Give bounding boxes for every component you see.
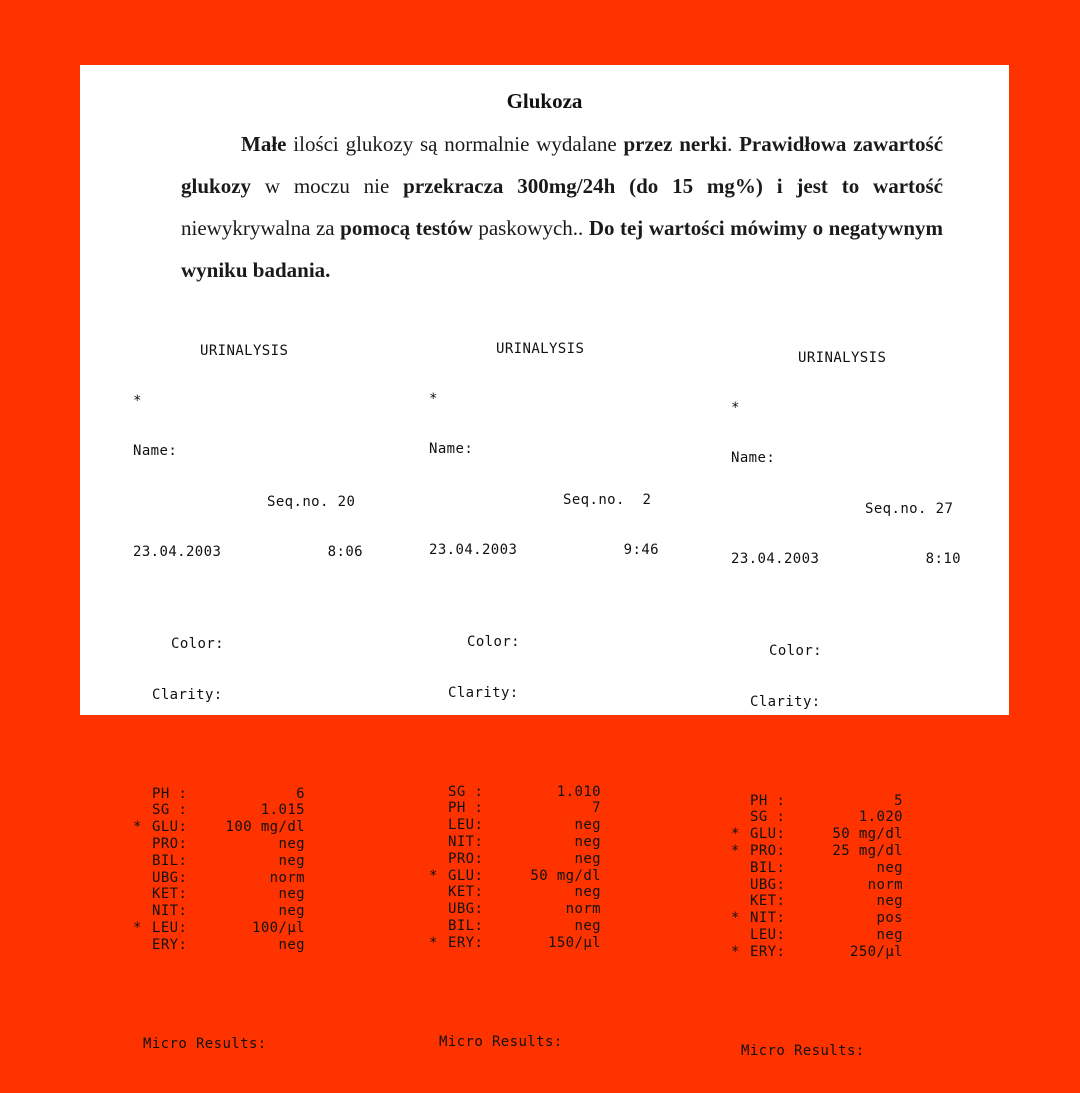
- abnormal-flag: [731, 793, 750, 810]
- result-value: neg: [574, 917, 601, 934]
- para-seg-10: niewykrywalna za: [181, 216, 341, 240]
- result-row: [133, 836, 305, 853]
- abnormal-flag: *: [133, 819, 142, 836]
- color-label: Color:: [171, 636, 224, 653]
- result-value: 250/µl: [850, 943, 903, 960]
- result-row: [133, 819, 305, 836]
- abnormal-flag: [133, 802, 152, 819]
- results-list: [731, 793, 961, 961]
- result-value: 7: [592, 800, 601, 817]
- result-value: 6: [296, 785, 305, 802]
- results-list: [429, 784, 659, 952]
- result-value: norm: [867, 876, 903, 893]
- abnormal-flag: *: [133, 919, 142, 936]
- spacer: [731, 744, 961, 759]
- abnormal-flag: *: [429, 934, 438, 951]
- result-label: NIT:: [152, 903, 188, 920]
- result-value: neg: [574, 817, 601, 834]
- micro-results-label: Micro Results:: [741, 1042, 865, 1059]
- result-label: NIT:: [750, 910, 786, 927]
- spacer: [731, 994, 961, 1009]
- report-star: *: [133, 392, 142, 409]
- abnormal-flag: [429, 884, 448, 901]
- result-value: 100 mg/dl: [225, 819, 305, 836]
- result-row: [133, 903, 305, 920]
- result-row: [429, 884, 601, 901]
- para-seg-4: normalnie wydalane: [437, 132, 624, 156]
- abnormal-flag: *: [731, 842, 740, 859]
- result-value: neg: [876, 926, 903, 943]
- abnormal-flag: [133, 870, 152, 887]
- report-title: URINALYSIS: [798, 349, 887, 366]
- result-value: 50 mg/dl: [832, 826, 903, 843]
- abnormal-flag: [429, 851, 448, 868]
- result-label: PRO:: [448, 850, 484, 867]
- abnormal-flag: *: [731, 910, 740, 927]
- abnormal-flag: [731, 893, 750, 910]
- result-label: ERY:: [448, 934, 484, 951]
- para-seg-8: w moczu nie: [251, 174, 404, 198]
- para-seg-7: Prawidłowa zawartość glukozy: [181, 132, 944, 198]
- abnormal-flag: [429, 800, 448, 817]
- result-label: PH :: [448, 800, 484, 817]
- result-value: neg: [876, 893, 903, 910]
- result-row: [429, 800, 601, 817]
- result-label: SG :: [750, 809, 786, 826]
- result-label: KET:: [750, 893, 786, 910]
- result-label: ERY:: [152, 936, 188, 953]
- name-label: Name:: [429, 441, 474, 458]
- result-label: PH :: [152, 785, 188, 802]
- result-label: UBG:: [152, 869, 188, 886]
- report-time: 8:10: [925, 551, 961, 568]
- result-label: PH :: [750, 792, 786, 809]
- name-label: Name:: [731, 450, 776, 467]
- spacer: [429, 985, 659, 1000]
- result-value: 25 mg/dl: [832, 842, 903, 859]
- result-row: [429, 918, 601, 935]
- result-label: PRO:: [152, 835, 188, 852]
- urinalysis-report-2: [429, 307, 659, 1084]
- result-row: [429, 834, 601, 851]
- result-row: [731, 809, 903, 826]
- para-seg-5: przez nerki: [623, 132, 728, 156]
- urinalysis-report-3: [731, 316, 961, 1093]
- result-label: BIL:: [750, 859, 786, 876]
- result-value: neg: [574, 850, 601, 867]
- result-label: GLU:: [152, 819, 188, 836]
- abnormal-flag: *: [731, 826, 740, 843]
- result-row: [429, 817, 601, 834]
- result-value: neg: [278, 852, 305, 869]
- abnormal-flag: [429, 834, 448, 851]
- result-label: BIL:: [152, 852, 188, 869]
- result-row: [133, 870, 305, 887]
- para-seg-6: .: [727, 132, 740, 156]
- result-label: GLU:: [448, 867, 484, 884]
- result-value: 50 mg/dl: [530, 867, 601, 884]
- abnormal-flag: [429, 784, 448, 801]
- result-label: UBG:: [448, 901, 484, 918]
- para-seg-13: Do tej wartości mówimy o negatywnym wyniku badania.: [181, 216, 943, 282]
- result-value: neg: [278, 936, 305, 953]
- result-row: [731, 893, 903, 910]
- result-label: LEU:: [750, 926, 786, 943]
- result-row: [429, 901, 601, 918]
- result-row: [133, 937, 305, 954]
- report-title: URINALYSIS: [496, 340, 585, 357]
- result-row: [731, 793, 903, 810]
- result-value: norm: [565, 901, 601, 918]
- result-row: [429, 784, 601, 801]
- result-label: LEU:: [152, 919, 188, 936]
- spacer: [731, 602, 961, 610]
- result-row: [429, 868, 601, 885]
- spacer: [429, 735, 659, 750]
- result-value: neg: [876, 859, 903, 876]
- micro-results-label: Micro Results:: [143, 1035, 267, 1052]
- result-label: GLU:: [750, 826, 786, 843]
- result-label: SG :: [448, 783, 484, 800]
- clarity-label: Clarity:: [750, 693, 821, 710]
- abnormal-flag: [731, 877, 750, 894]
- results-list: [133, 786, 363, 954]
- report-date: 23.04.2003: [133, 544, 222, 561]
- result-value: 150/µl: [548, 934, 601, 951]
- result-row: [731, 877, 903, 894]
- result-value: neg: [278, 903, 305, 920]
- report-date: 23.04.2003: [429, 542, 518, 559]
- result-row: [133, 886, 305, 903]
- para-seg-2: ilości: [286, 132, 346, 156]
- abnormal-flag: [429, 918, 448, 935]
- result-value: neg: [574, 833, 601, 850]
- result-value: 5: [894, 792, 903, 809]
- result-label: KET:: [152, 886, 188, 903]
- result-value: neg: [278, 835, 305, 852]
- result-row: [133, 802, 305, 819]
- date-time-row: [731, 551, 961, 568]
- spacer: [429, 593, 659, 601]
- result-label: LEU:: [448, 817, 484, 834]
- color-label: Color:: [769, 643, 822, 660]
- report-time: 9:46: [623, 542, 659, 559]
- abnormal-flag: [429, 901, 448, 918]
- para-seg-1: Małe: [241, 132, 287, 156]
- result-label: ERY:: [750, 943, 786, 960]
- date-time-row: [429, 542, 659, 559]
- result-label: UBG:: [750, 876, 786, 893]
- para-seg-3: glukozy są: [345, 132, 438, 156]
- result-row: [731, 944, 903, 961]
- result-value: neg: [278, 886, 305, 903]
- date-time-row: [133, 544, 363, 561]
- description-paragraph: [181, 123, 943, 291]
- result-row: [133, 786, 305, 803]
- result-value: pos: [876, 910, 903, 927]
- para-seg-11: pomocą testów: [340, 216, 473, 240]
- abnormal-flag: [133, 836, 152, 853]
- urinalysis-report-1: [133, 309, 363, 1086]
- result-row: [429, 851, 601, 868]
- name-label: Name:: [133, 443, 178, 460]
- abnormal-flag: [731, 927, 750, 944]
- result-row: [429, 935, 601, 952]
- clarity-label: Clarity:: [152, 686, 223, 703]
- abnormal-flag: [133, 886, 152, 903]
- result-value: norm: [269, 869, 305, 886]
- result-value: 100/µl: [252, 919, 305, 936]
- color-label: Color:: [467, 634, 520, 651]
- report-star: *: [429, 390, 438, 407]
- result-label: SG :: [152, 802, 188, 819]
- result-row: [731, 826, 903, 843]
- result-label: KET:: [448, 884, 484, 901]
- para-seg-12: paskowych..: [472, 216, 589, 240]
- micro-results-label: Micro Results:: [439, 1033, 563, 1050]
- result-label: PRO:: [750, 842, 786, 859]
- para-seg-9: przekracza 300mg/24h (do 15 mg%) i jest to wartość: [403, 174, 944, 198]
- result-value: 1.015: [260, 802, 305, 819]
- abnormal-flag: [731, 860, 750, 877]
- result-value: 1.020: [858, 809, 903, 826]
- page-title: Glukoza: [506, 89, 583, 113]
- result-row: [731, 910, 903, 927]
- seq-number: Seq.no. 2: [563, 491, 652, 508]
- report-date: 23.04.2003: [731, 551, 820, 568]
- report-title: URINALYSIS: [200, 342, 289, 359]
- abnormal-flag: [133, 853, 152, 870]
- abnormal-flag: [133, 786, 152, 803]
- report-star: *: [731, 399, 740, 416]
- abnormal-flag: *: [731, 943, 740, 960]
- result-row: [731, 927, 903, 944]
- result-value: neg: [574, 884, 601, 901]
- result-row: [731, 843, 903, 860]
- abnormal-flag: [133, 937, 152, 954]
- document-sheet: [80, 65, 1009, 1059]
- result-label: NIT:: [448, 833, 484, 850]
- result-value: 1.010: [556, 783, 601, 800]
- seq-number: Seq.no. 27: [865, 500, 954, 517]
- abnormal-flag: *: [429, 867, 438, 884]
- result-row: [133, 920, 305, 937]
- spacer: [133, 595, 363, 603]
- abnormal-flag: [133, 903, 152, 920]
- spacer: [133, 737, 363, 752]
- spacer: [133, 987, 363, 1002]
- result-row: [133, 853, 305, 870]
- abnormal-flag: [731, 809, 750, 826]
- clarity-label: Clarity:: [448, 684, 519, 701]
- report-time: 8:06: [327, 544, 363, 561]
- abnormal-flag: [429, 817, 448, 834]
- seq-number: Seq.no. 20: [267, 493, 356, 510]
- result-label: BIL:: [448, 917, 484, 934]
- result-row: [731, 860, 903, 877]
